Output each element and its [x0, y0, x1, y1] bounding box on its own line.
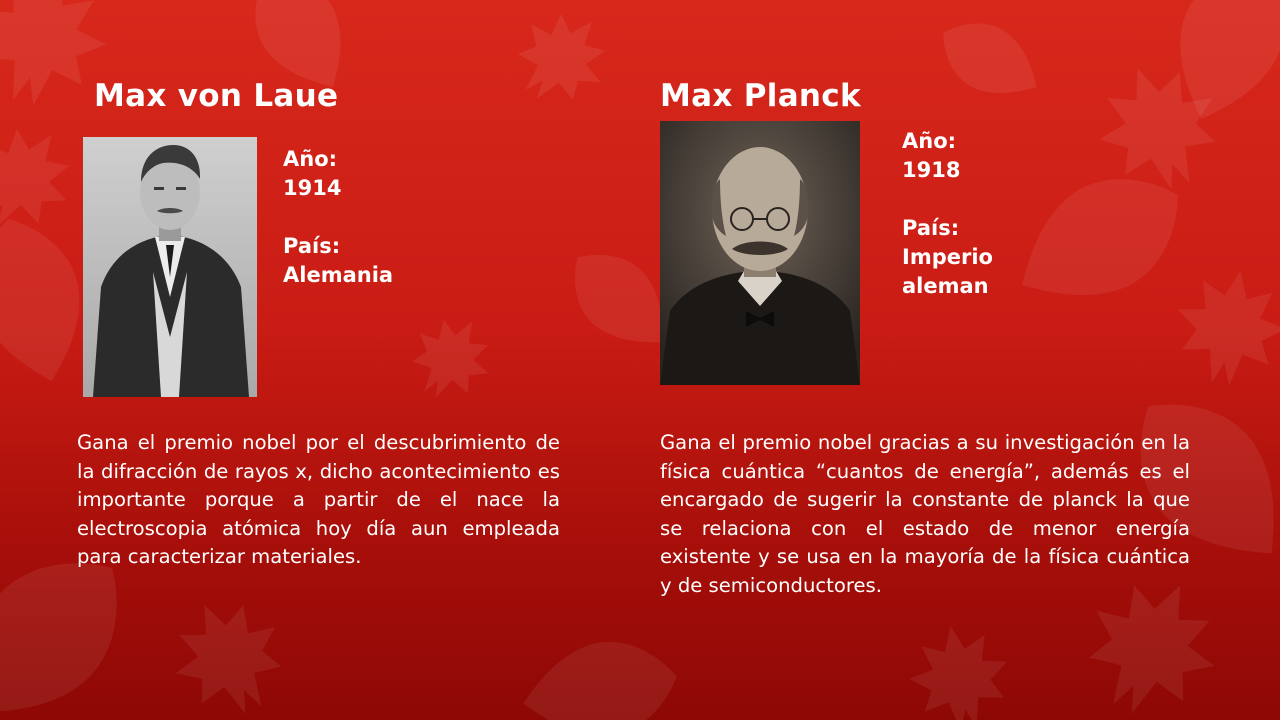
year-label: Año: — [902, 129, 957, 153]
description-planck: Gana el premio nobel gracias a su investigación en la física cuántica “cuantos de energía”, además es el encargado de sugerir la constante de planck la que se relaciona con el estado de menor energía existente y se usa en la mayoría de la física cuántica y de semiconductores. — [660, 431, 1190, 597]
country-label: País: — [902, 216, 960, 240]
country-value-line2: aleman — [902, 274, 989, 298]
country-value-line1: Imperio — [902, 245, 993, 269]
info-block-planck — [902, 127, 993, 301]
year-value: 1914 — [283, 176, 342, 200]
portrait-planck-icon — [660, 121, 860, 385]
portrait-laue-icon — [83, 137, 257, 397]
country-value: Alemania — [283, 263, 394, 287]
country-label: País: — [283, 234, 341, 258]
scientist-name-laue: Max von Laue — [94, 78, 339, 114]
portrait-planck — [660, 121, 860, 385]
description-laue: Gana el premio nobel por el descubrimiento de la difracción de rayos x, dicho acontecimiento es importante porque a partir de el nace la electroscopia atómica hoy día aun empleada para caracterizar materiales. — [77, 431, 560, 568]
portrait-laue — [83, 137, 257, 397]
year-value: 1918 — [902, 158, 961, 182]
info-block-laue — [283, 145, 393, 290]
scientist-name-planck: Max Planck — [660, 78, 861, 114]
year-label: Año: — [283, 147, 338, 171]
